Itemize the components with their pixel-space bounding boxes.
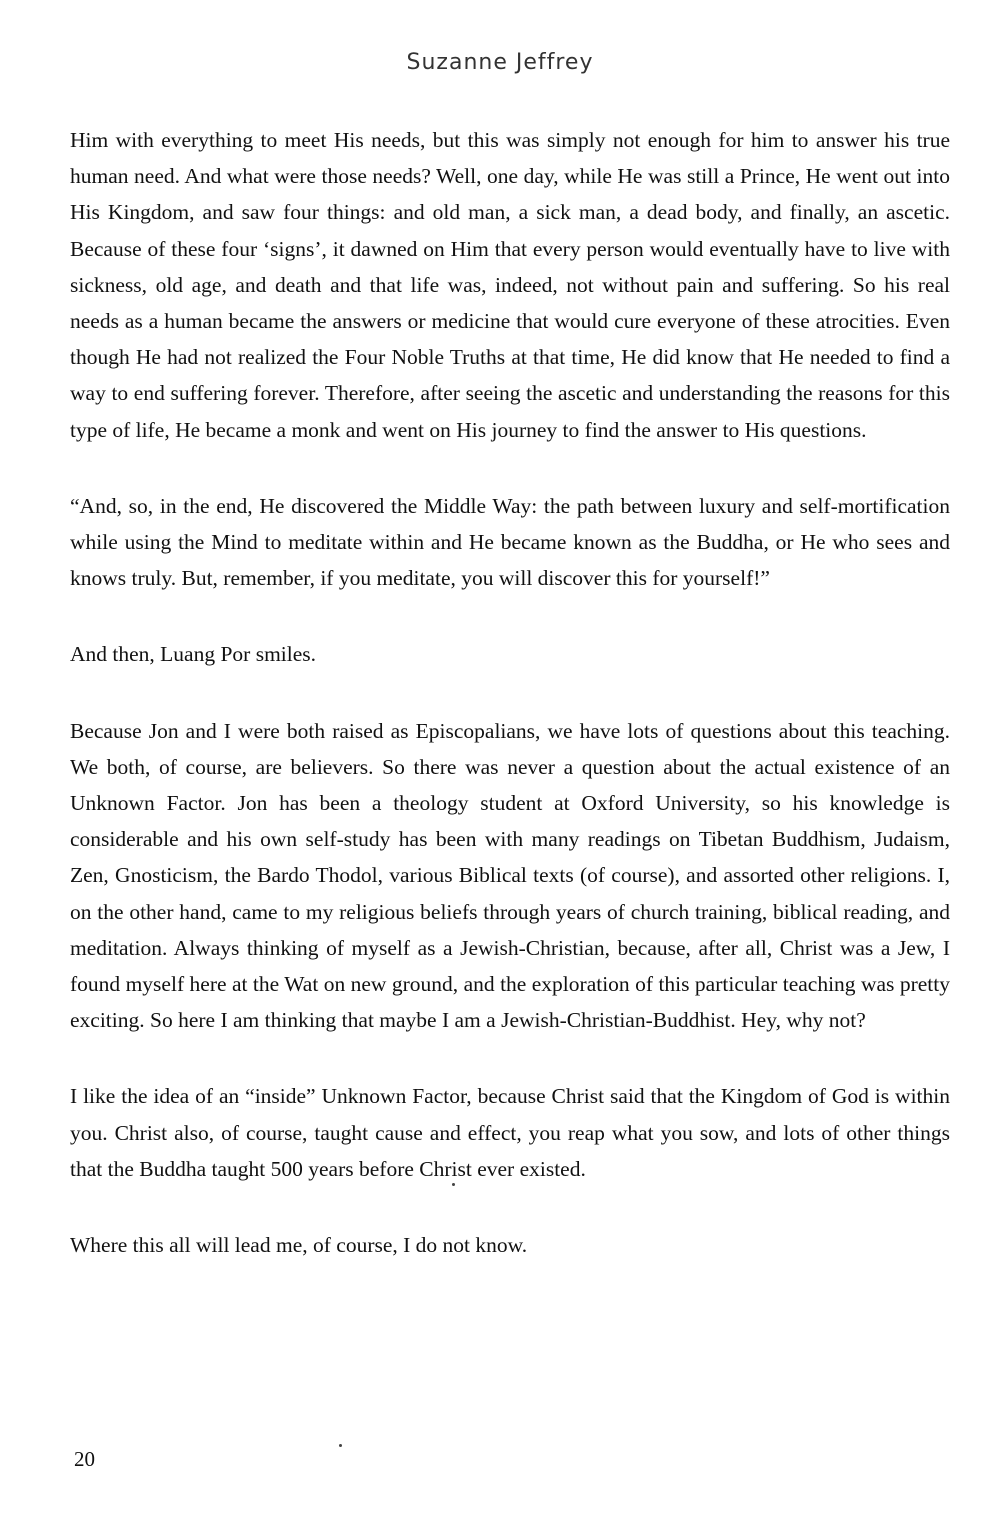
scan-speck <box>339 1444 342 1447</box>
paragraph-buddha-story: Him with everything to meet His needs, but this was simply not enough for him to answer his true human need. And what were those needs? Well, one day, while He was still a Prince, He went out into His Kingdom, and saw four things: and old man, a sick man, a dead body, and finally, an ascetic. Because of these four ‘signs’, it dawned on Him that every person would eventually have to live with sickness, old age, and death and that life was, indeed, not without pain and suffering. So his real needs as a human became the answers or medicine that would cure everyone of these atrocities. Even though He had not realized the Four Noble Truths at that time, He did know that He needed to find a way to end suffering forever. Therefore, after seeing the ascetic and understanding the reasons for this type of life, He became a monk and went on His journey to find the answer to His questions. <box>70 128 950 442</box>
paragraph-inside-factor: I like the idea of an “inside” Unknown Factor, because Christ said that the Kingdom of God is within you. Christ also, of course, taught cause and effect, you reap what you sow, and lots of other things that the Buddha taught 500 years before Christ ever existed. <box>70 1084 950 1181</box>
running-head-author: Suzanne Jeffrey <box>406 50 594 75</box>
scan-speck <box>452 1183 455 1186</box>
page-number: 20 <box>74 1447 95 1471</box>
body-text <box>70 122 950 1303</box>
paragraph-episcopalians: Because Jon and I were both raised as Episcopalians, we have lots of questions about this teaching. We both, of course, are believers. So there was never a question about the actual existence of an Unknown Factor. Jon has been a theology student at Oxford University, so his knowledge is considerable and his own self-study has been with many readings on Tibetan Buddhism, Judaism, Zen, Gnosticism, the Bardo Thodol, various Biblical texts (of course), and assorted other religions. I, on the other hand, came to my religious beliefs through years of church training, biblical reading, and meditation. Always thinking of myself as a Jewish-Christian, because, after all, Christ was a Jew, I found myself here at the Wat on new ground, and the exploration of this particular teaching was pretty exciting. So here I am thinking that maybe I am a Jewish-Christian-Buddhist. Hey, why not? <box>70 718 950 1033</box>
paragraph-middle-way: “And, so, in the end, He discovered the Middle Way: the path between luxury and self-mortification while using the Mind to meditate within and He became known as the Buddha, or He who sees and knows truly. But, remember, if you meditate, you will discover this for yourself!” <box>70 493 950 591</box>
paragraph-closing: Where this all will lead me, of course, I do not know. <box>70 1233 528 1258</box>
paragraph-luang-por: And then, Luang Por smiles. <box>70 642 317 667</box>
